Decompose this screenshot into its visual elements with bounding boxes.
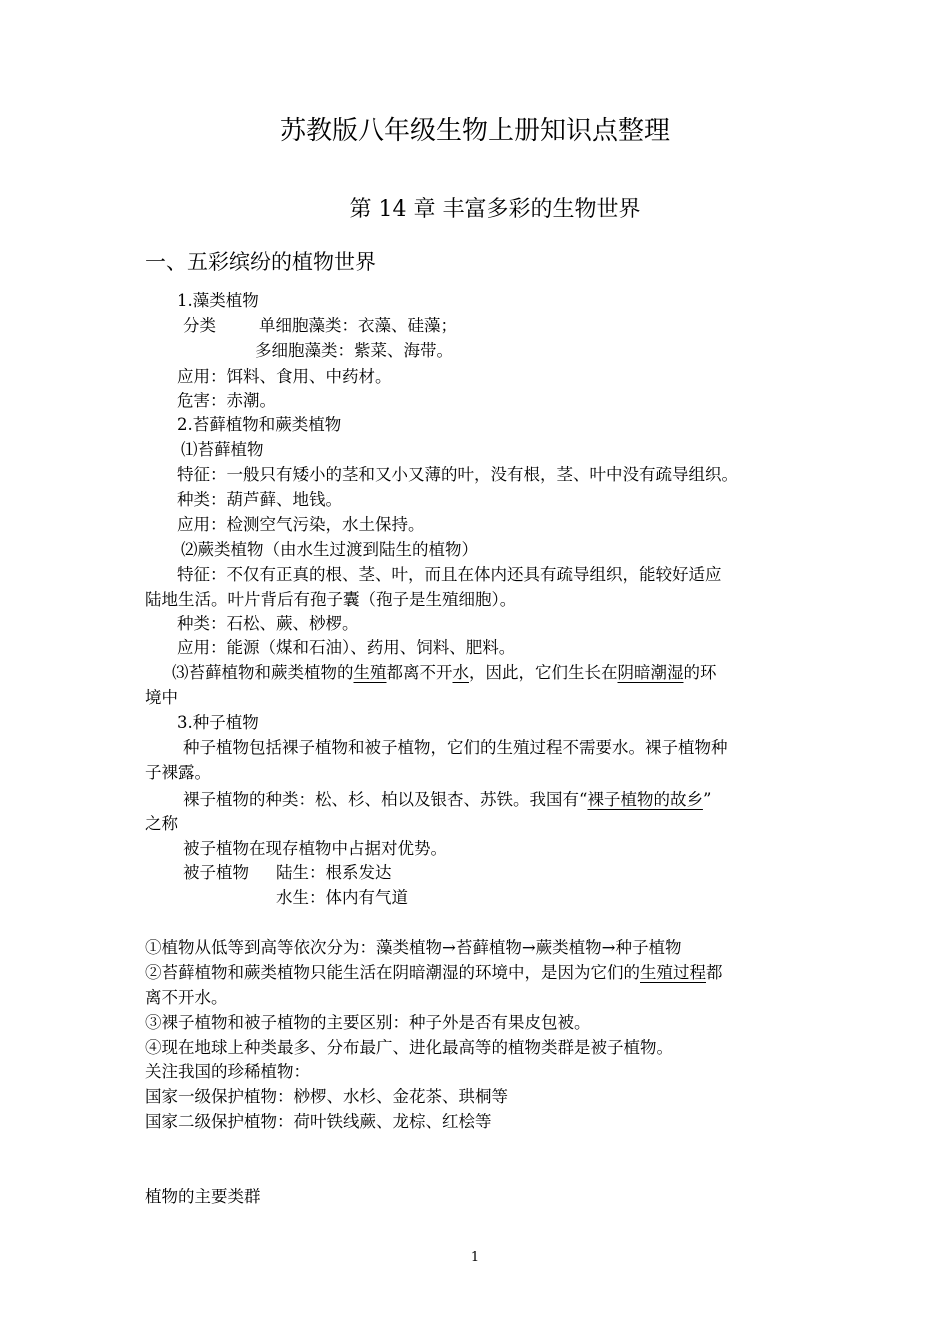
note-underline-reproduction: 生殖 — [353, 663, 387, 682]
note-text-d: 的环 — [683, 663, 717, 682]
gymno-text-b: ” — [702, 790, 712, 809]
protected-level-1: 国家一级保护植物：桫椤、水杉、金花茶、珙桐等 — [145, 1087, 508, 1106]
summary-2-text-b: 都 — [706, 963, 723, 982]
note-text-c: ，因此，它们生长在 — [469, 663, 618, 682]
fern-use: 应用：能源（煤和石油）、药用、饲料、肥料。 — [177, 638, 516, 657]
gymno-text-a: 裸子植物的种类：松、杉、柏以及银杏、苏铁。我国有“ — [183, 790, 588, 809]
note-text-a: ⑶苔藓植物和蕨类植物的 — [172, 663, 354, 682]
protected-level-2: 国家二级保护植物：荷叶铁线蕨、龙棕、红桧等 — [145, 1112, 492, 1131]
summary-1: ①植物从低等到高等依次分为：藻类植物→苔藓植物→蕨类植物→种子植物 — [145, 938, 682, 957]
seed-para1-line2: 子裸露。 — [145, 763, 211, 782]
note-underline-habitat: 阴暗潮湿 — [617, 663, 684, 682]
seed-para2-line1 — [183, 789, 711, 811]
summary-2 — [145, 962, 723, 984]
seed-para2-line2: 之称 — [145, 814, 178, 833]
moss-fern-note — [172, 662, 717, 684]
moss-use: 应用：检测空气污染，水土保持。 — [177, 515, 425, 534]
chapter-heading: 第 14 章 丰富多彩的生物世界 — [349, 197, 641, 222]
seed-para3: 被子植物在现存植物中占据对优势。 — [183, 839, 447, 858]
moss-feature: 特征：一般只有矮小的茎和又小又薄的叶，没有根，茎、叶中没有疏导组织。 — [177, 465, 738, 484]
moss-heading: ⑴苔藓植物 — [181, 440, 264, 459]
summary-2-text-a: ②苔藓植物和蕨类植物只能生活在阴暗潮湿的环境中，是因为它们的 — [145, 963, 640, 982]
note-underline-water: 水 — [452, 663, 469, 682]
summary-3: ③裸子植物和被子植物的主要区别：种子外是否有果皮包被。 — [145, 1013, 591, 1032]
algae-unicellular: 单细胞藻类：衣藻、硅藻； — [259, 316, 457, 335]
plant-groups-heading: 植物的主要类群 — [145, 1187, 261, 1206]
section-heading: 一、五彩缤纷的植物世界 — [145, 250, 376, 274]
summary-2-underline: 生殖过程 — [640, 963, 706, 982]
algae-harm: 危害：赤潮。 — [177, 391, 276, 410]
algae-classify-label: 分类 — [183, 316, 216, 335]
moss-fern-heading: 2.苔藓植物和蕨类植物 — [177, 415, 342, 434]
note-text-b: 都离不开 — [386, 663, 453, 682]
page-number: 1 — [470, 1250, 480, 1265]
rare-plants-heading: 关注我国的珍稀植物： — [145, 1062, 310, 1081]
document-title: 苏教版八年级生物上册知识点整理 — [279, 116, 670, 146]
seed-para1-line1: 种子植物包括裸子植物和被子植物，它们的生殖过程不需要水。裸子植物种 — [183, 738, 728, 757]
angiosperm-label: 被子植物 — [183, 863, 249, 882]
angiosperm-land: 陆生：根系发达 — [276, 863, 392, 882]
fern-heading: ⑵蕨类植物（由水生过渡到陆生的植物） — [181, 540, 478, 559]
moss-fern-note-line2: 境中 — [145, 688, 178, 707]
moss-kinds: 种类：葫芦藓、地钱。 — [177, 490, 342, 509]
algae-multicellular: 多细胞藻类：紫菜、海带。 — [255, 341, 453, 360]
summary-4: ④现在地球上种类最多、分布最广、进化最高等的植物类群是被子植物。 — [145, 1038, 673, 1057]
fern-feature-line2: 陆地生活。叶片背后有孢子囊（孢子是生殖细胞）。 — [145, 590, 517, 609]
angiosperm-water: 水生：体内有气道 — [276, 888, 408, 907]
fern-kinds: 种类：石松、蕨、桫椤。 — [177, 614, 359, 633]
gymno-underline-hometown: 裸子植物的故乡 — [587, 790, 703, 809]
algae-heading: 1.藻类植物 — [177, 291, 259, 310]
fern-feature-line1: 特征：不仅有正真的根、茎、叶，而且在体内还具有疏导组织，能较好适应 — [177, 565, 722, 584]
algae-use: 应用：饵料、食用、中药材。 — [177, 367, 392, 386]
summary-2-line2: 离不开水。 — [145, 988, 228, 1007]
seed-heading: 3.种子植物 — [177, 713, 259, 732]
